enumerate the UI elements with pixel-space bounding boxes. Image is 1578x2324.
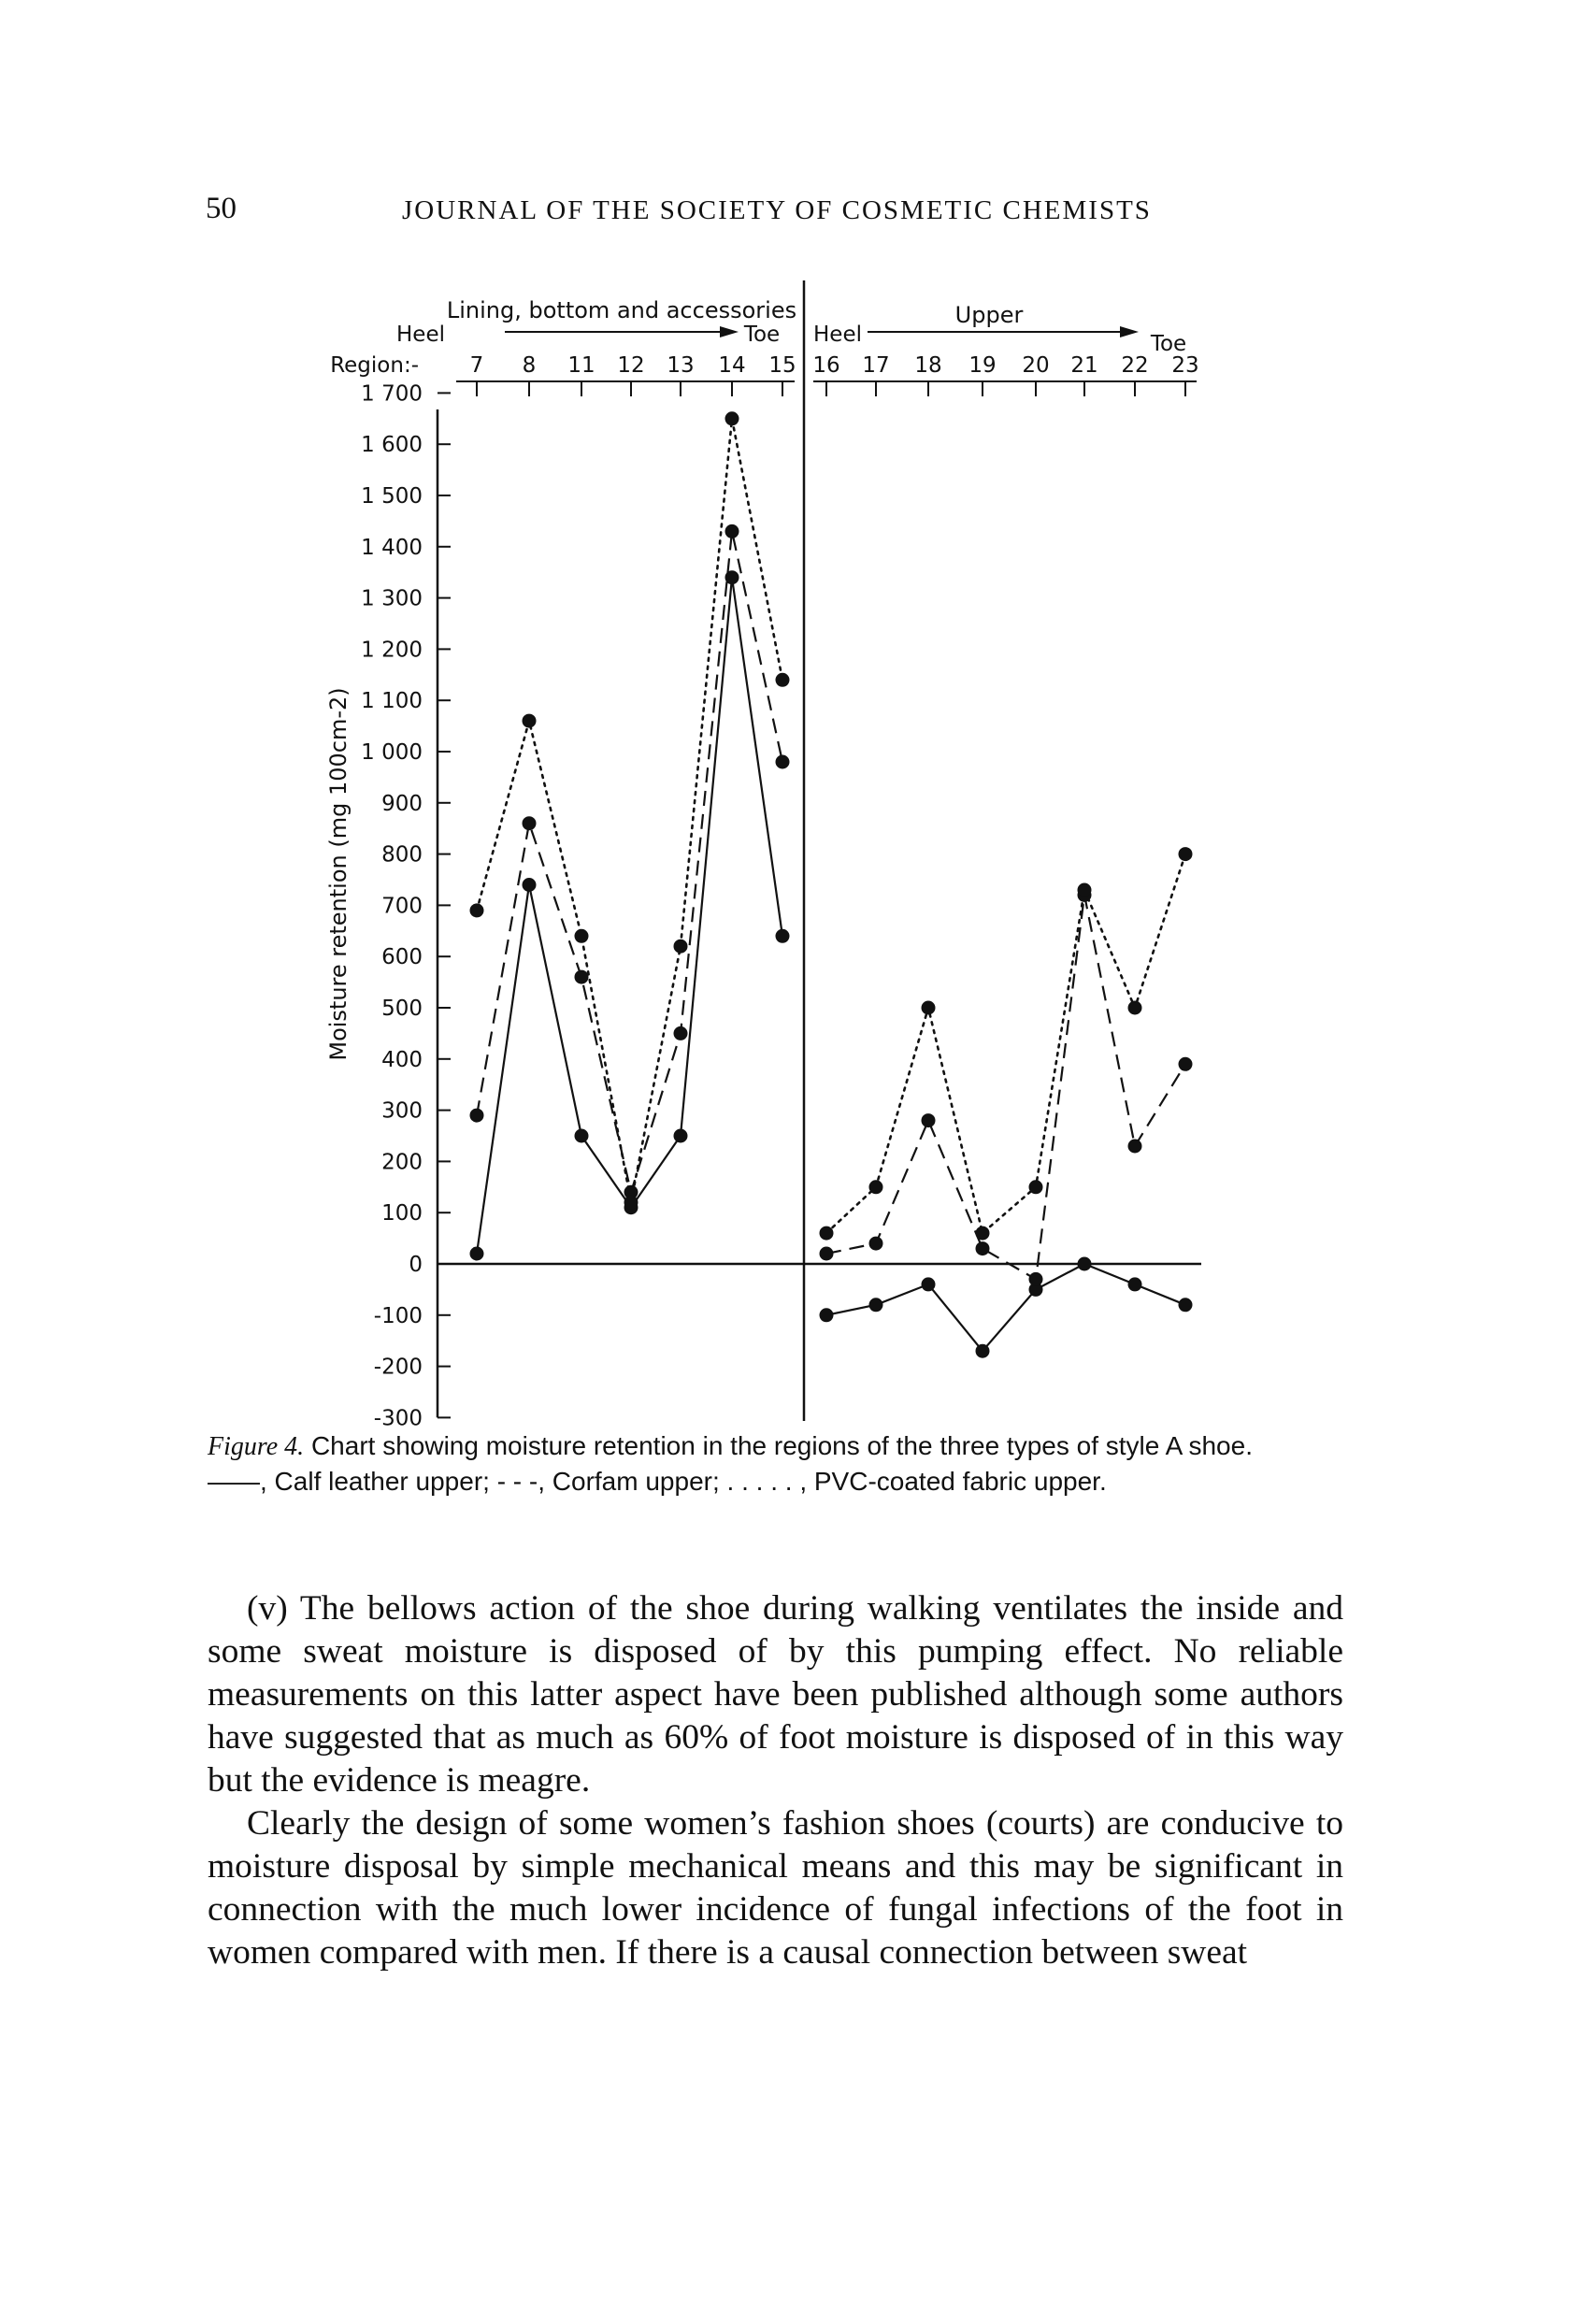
data-point-dashed-15 <box>776 755 790 769</box>
x-tick-label-16: 16 <box>812 353 840 378</box>
y-tick-label: 400 <box>381 1047 423 1072</box>
data-point-solid-23 <box>1179 1298 1193 1312</box>
x-tick-label-20: 20 <box>1022 353 1050 378</box>
y-tick-label: 1 600 <box>361 433 423 458</box>
data-point-dotted-16 <box>820 1227 834 1241</box>
y-tick-label: -300 <box>373 1406 423 1431</box>
data-point-dotted-13 <box>674 940 688 954</box>
data-point-dashed-7 <box>470 1109 484 1123</box>
x-tick-label-13: 13 <box>667 353 695 378</box>
data-point-dashed-23 <box>1179 1057 1193 1071</box>
x-tick-label-17: 17 <box>862 353 890 378</box>
x-tick-label-19: 19 <box>968 353 997 378</box>
data-point-dashed-11 <box>575 970 589 984</box>
y-tick-label: 0 <box>409 1253 423 1277</box>
paragraph-1: (v) The bellows action of the shoe during walking ventilates the inside and some sweat moisture is disposed of by this pumping effect. No reliable measurements on this latter aspect have been published although some authors have suggested that as much as 60% of foot moisture is disposed of in this way but the evidence is meagre. <box>208 1588 1343 1800</box>
x-tick-label-21: 21 <box>1070 353 1098 378</box>
toe-label-left: Toe <box>743 323 781 347</box>
x-tick-label-11: 11 <box>567 353 595 378</box>
chart-title-right: Upper <box>954 302 1024 328</box>
y-tick-label: 1 000 <box>361 740 423 765</box>
data-point-dashed-22 <box>1128 1140 1142 1154</box>
data-point-solid-17 <box>869 1298 883 1312</box>
data-point-solid-7 <box>470 1247 484 1261</box>
data-point-solid-14 <box>725 570 739 584</box>
data-point-dotted-15 <box>776 673 790 687</box>
data-point-solid-15 <box>776 929 790 943</box>
arrowhead-right <box>1120 326 1139 337</box>
series-line-dashed-0 <box>477 531 782 1192</box>
data-point-solid-22 <box>1128 1277 1142 1291</box>
journal-title: JOURNAL OF THE SOCIETY OF COSMETIC CHEMISTS <box>402 195 1152 225</box>
figure-label: Figure 4. <box>208 1432 305 1461</box>
y-tick-label: 1 400 <box>361 535 423 560</box>
x-tick-label-22: 22 <box>1121 353 1149 378</box>
y-tick-label: 900 <box>381 791 423 816</box>
data-point-dashed-16 <box>820 1247 834 1261</box>
x-tick-label-8: 8 <box>522 353 537 378</box>
x-tick-label-15: 15 <box>768 353 796 378</box>
data-point-dotted-14 <box>725 411 739 425</box>
data-point-dotted-17 <box>869 1180 883 1194</box>
heel-label-left: Heel <box>396 323 445 347</box>
data-point-dashed-13 <box>674 1026 688 1040</box>
series-line-dashed-1 <box>826 895 1185 1279</box>
x-tick-label-7: 7 <box>469 353 484 378</box>
y-tick-label: 1 300 <box>361 586 423 611</box>
data-point-dotted-22 <box>1128 1001 1142 1015</box>
y-tick-label: -200 <box>373 1355 423 1380</box>
data-point-solid-8 <box>523 878 537 892</box>
y-tick-label: 1 700 <box>361 381 423 407</box>
data-point-solid-11 <box>575 1129 589 1143</box>
data-point-solid-19 <box>976 1344 990 1358</box>
data-point-solid-16 <box>820 1308 834 1322</box>
chart-title-left: Lining, bottom and accessories <box>446 297 797 323</box>
data-point-solid-18 <box>922 1277 936 1291</box>
data-point-solid-13 <box>674 1129 688 1143</box>
data-point-dashed-8 <box>523 816 537 830</box>
series-line-solid-0 <box>477 578 782 1254</box>
chart-axes <box>361 280 1201 1430</box>
data-point-dotted-19 <box>976 1227 990 1241</box>
data-point-dashed-19 <box>976 1241 990 1255</box>
series-layer <box>477 419 1185 1351</box>
y-axis-label: Moisture retention (mg 100cm-2) <box>325 687 351 1061</box>
data-point-dashed-20 <box>1029 1272 1043 1286</box>
x-tick-label-14: 14 <box>718 353 746 378</box>
x-tick-label-23: 23 <box>1171 353 1199 378</box>
data-point-dashed-14 <box>725 524 739 538</box>
data-point-dashed-18 <box>922 1113 936 1127</box>
arrowhead-left <box>720 326 739 337</box>
y-tick-label: -100 <box>373 1303 423 1328</box>
data-point-dotted-21 <box>1078 883 1092 897</box>
y-tick-label: 800 <box>381 842 423 868</box>
data-point-dotted-8 <box>523 714 537 728</box>
x-tick-label-18: 18 <box>914 353 942 378</box>
data-point-dotted-20 <box>1029 1180 1043 1194</box>
region-label: Region:- <box>330 353 419 378</box>
figure-caption <box>208 1428 1292 1499</box>
x-tick-label-12: 12 <box>617 353 645 378</box>
x-ticks <box>470 353 1199 396</box>
data-point-dotted-11 <box>575 929 589 943</box>
y-tick-label: 100 <box>381 1201 423 1227</box>
y-tick-label: 700 <box>381 894 423 919</box>
data-point-dotted-12 <box>624 1196 638 1210</box>
y-tick-label: 1 100 <box>361 689 423 714</box>
y-tick-label: 600 <box>381 945 423 970</box>
series-line-dotted-1 <box>826 854 1185 1234</box>
data-point-dotted-18 <box>922 1001 936 1015</box>
marker-layer <box>470 411 1193 1357</box>
y-tick-label: 1 500 <box>361 484 423 509</box>
paragraph-2: Clearly the design of some women’s fashion shoes (courts) are conducive to moisture disposal by simple mechanical means and this may be significant in connection with the much lower incidence of fungal infections of the foot in women compared with men. If there is a causal connection between sweat <box>208 1803 1343 1972</box>
heel-label-right: Heel <box>813 323 862 347</box>
data-point-solid-21 <box>1078 1257 1092 1271</box>
page-number: 50 <box>206 192 237 225</box>
figure-caption-text: Chart showing moisture retention in the regions of the three types of style A shoe. ——, Calf leather upper; - - -, Corfam upper; . . . . . , PVC-coated fabric upper. <box>208 1431 1253 1496</box>
data-point-dotted-23 <box>1179 847 1193 861</box>
y-tick-label: 500 <box>381 997 423 1021</box>
toe-label-right: Toe <box>1150 332 1187 356</box>
y-tick-label: 200 <box>381 1150 423 1175</box>
y-tick-label: 300 <box>381 1098 423 1124</box>
data-point-dotted-7 <box>470 903 484 917</box>
y-tick-label: 1 200 <box>361 638 423 663</box>
data-point-dashed-17 <box>869 1237 883 1251</box>
